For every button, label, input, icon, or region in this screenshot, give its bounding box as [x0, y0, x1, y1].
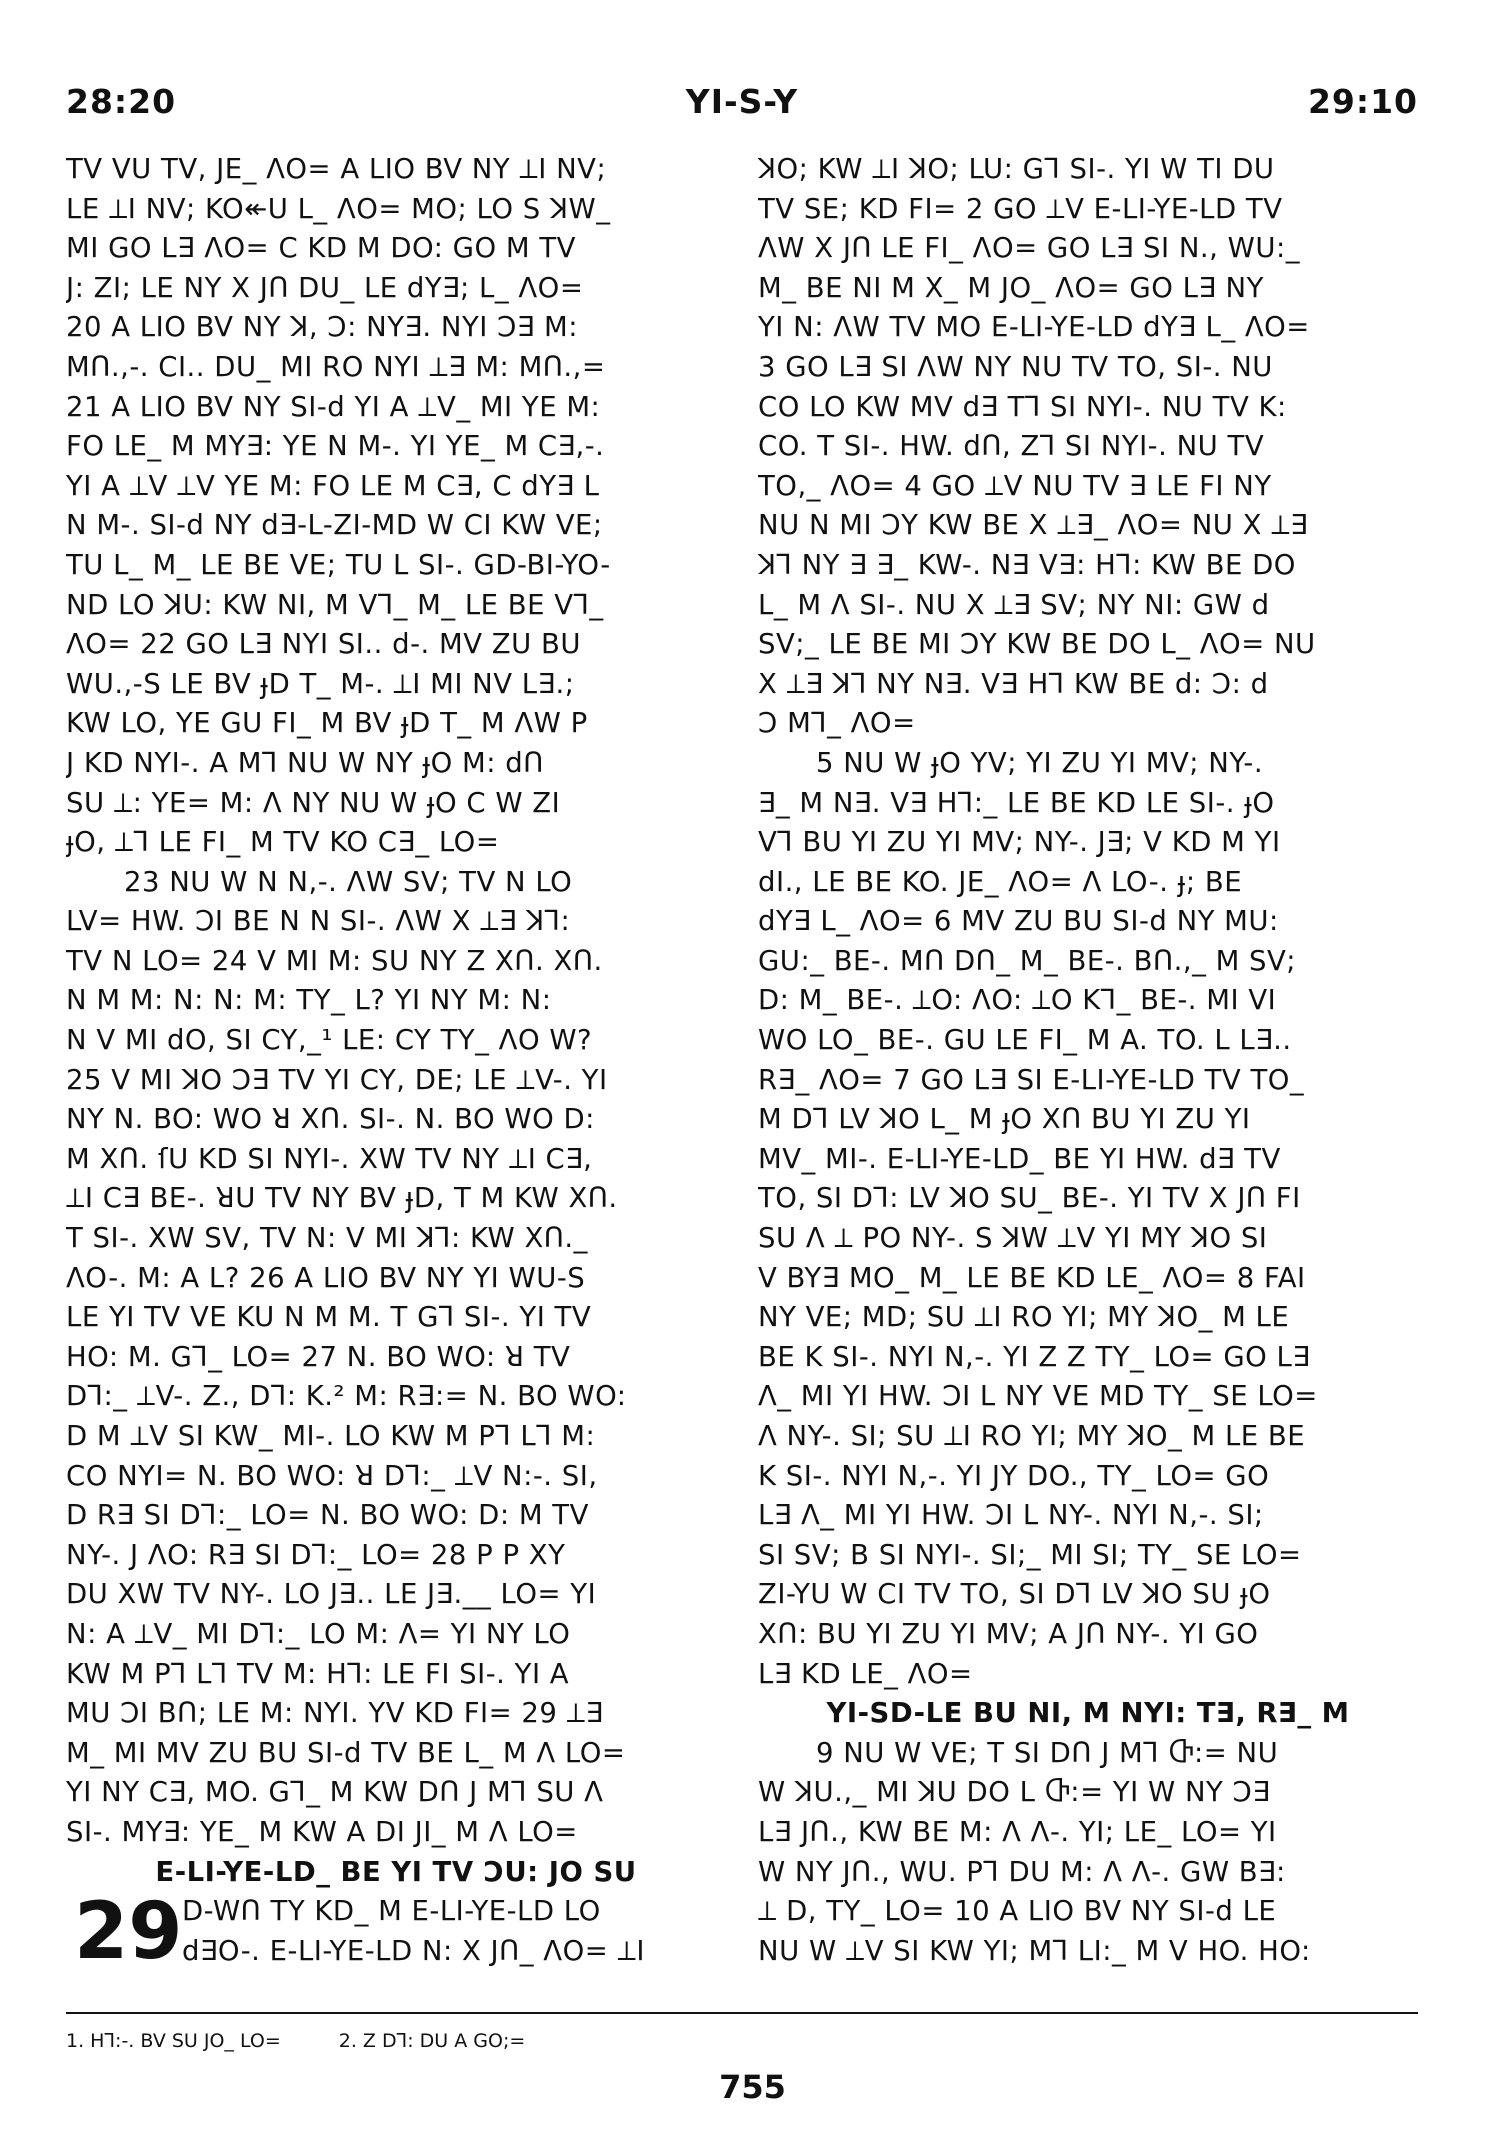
text-line: TV N LO= 24 V MI M: SU NY Z XՈ. XՈ.: [66, 944, 603, 977]
text-line: M XՈ. ſU KD SI NYI-. XW TV NY ⟂I C∃,: [66, 1142, 593, 1175]
right-text-column: [758, 150, 1418, 1971]
text-line: CO NYI= N. BO WO: ꓤ Dꓶ:_ ⟂V N:-. SI,: [66, 1459, 598, 1492]
text-line: XՈ: BU YI ZU YI MV; A JՈ NY-. YI GO: [758, 1617, 1259, 1650]
text-line: ND LO ꓘU: KW NI, M Vꓶ_ M_ LE BE Vꓶ_: [66, 588, 604, 621]
text-line: Ɔ Mꓶ_ ΛO=: [758, 707, 916, 740]
text-line: KW LO, YE GU FI_ M BV ɟD T_ M ΛW P: [66, 707, 588, 740]
text-line: V BY∃ MO_ M_ LE BE KD LE_ ΛO= 8 FAI: [758, 1261, 1306, 1294]
text-line: M_ BE NI M X_ M JO_ ΛO= GO L∃ NY: [758, 271, 1264, 304]
text-line: N V MI dO, SI CY,_¹ LE: CY TY_ ΛO W?: [66, 1024, 593, 1057]
section-heading: YI-SD-LE BU NI, M NYI: T∃, R∃_ M: [826, 1697, 1350, 1730]
left-text-column: [66, 150, 726, 1978]
text-line: 23 NU W N N,-. ΛW SV; TV N LO: [124, 865, 573, 898]
section-heading: E-LI-YE-LD_ BE YI TV ƆU: JO SU: [155, 1855, 637, 1888]
text-line: WO LO_ BE-. GU LE FI_ M A. TO. L L∃..: [758, 1024, 1292, 1057]
text-line: ΛO-. M: A L? 26 A LIO BV NY YI WU-S: [66, 1261, 586, 1294]
text-line: L∃ KD LE_ ΛO=: [758, 1657, 973, 1690]
text-line: M Dꓶ LV ꓘO L_ M ɟO XՈ BU YI ZU YI: [758, 1103, 1251, 1136]
text-line: YI N: ΛW TV MO E-LI-YE-LD dY∃ L_ ΛO=: [758, 311, 1310, 344]
text-line: T SI-. XW SV, TV N: V MI ꓘꓶ: KW XՈ._: [66, 1222, 588, 1255]
text-line: N M-. SI-d NY d∃-L-ZI-MD W CI KW VE;: [66, 509, 603, 542]
text-line: D: M_ BE-. ⟂O: ΛO: ⟂O Kꓶ_ BE-. MI VI: [758, 984, 1277, 1017]
footnotes: [66, 2030, 583, 2052]
text-line: LE ⟂I NV; KO↞U L_ ΛO= MO; LO S ꓘW_: [66, 192, 611, 225]
text-line: D R∃ SI Dꓶ:_ LO= N. BO WO: D: M TV: [66, 1499, 589, 1532]
text-line: R∃_ ΛO= 7 GO L∃ SI E-LI-YE-LD TV TO_: [758, 1063, 1305, 1096]
text-line: DU XW TV NY-. LO J∃.. LE J∃.__ LO= YI: [66, 1578, 597, 1611]
text-line: ZI-YU W CI TV TO, SI Dꓶ LV ꓘO SU ɟO: [758, 1578, 1271, 1611]
text-line: SV;_ LE BE MI ƆY KW BE DO L_ ΛO= NU: [758, 628, 1316, 661]
text-line: L∃ Λ_ MI YI HW. ƆI L NY-. NYI N,-. SI;: [758, 1499, 1264, 1532]
text-line: ꓘꓶ NY ∃ ∃_ KW-. N∃ V∃: Hꓶ: KW BE DO: [758, 548, 1296, 581]
text-line: TO,_ ΛO= 4 GO ⟂V NU TV ∃ LE FI NY: [758, 469, 1272, 502]
text-line: TU L_ M_ LE BE VE; TU L SI-. GD-BI-YO-: [66, 548, 611, 581]
text-line: SU ⟂: YE= M: Λ NY NU W ɟO C W ZI: [66, 786, 561, 819]
text-line: Dꓶ:_ ⟂V-. Z., Dꓶ: K.² M: R∃:= N. BO WO:: [66, 1380, 627, 1413]
text-line: CO. T SI-. HW. dՈ, Zꓶ SI NYI-. NU TV: [758, 430, 1265, 463]
text-line: NU N MI ƆY KW BE X ⟂∃_ ΛO= NU X ⟂∃: [758, 509, 1308, 542]
text-line: FO LE_ M MY∃: YE N M-. YI YE_ M C∃,-.: [66, 430, 605, 463]
text-line: X ⟂∃ ꓘꓶ NY N∃. V∃ Hꓶ KW BE d: Ɔ: d: [758, 667, 1269, 700]
text-line: TO, SI Dꓶ: LV ꓘO SU_ BE-. YI TV X JՈ FI: [758, 1182, 1301, 1215]
text-line: L∃ JՈ., KW BE M: Λ Λ-. YI; LE_ LO= YI: [758, 1815, 1277, 1848]
text-line: J KD NYI-. A Mꓶ NU W NY ɟO M: dՈ: [66, 746, 544, 779]
text-line: 9 NU W VE; T SI DՈ J Mꓶ Ⴇ:= NU: [816, 1736, 1279, 1769]
text-line: Λ NY-. SI; SU ⟂I RO YI; MY ꓘO_ M LE BE: [758, 1420, 1306, 1452]
text-line: d∃O-. E-LI-YE-LD N: X JՈ_ ΛO= ⟂I: [182, 1934, 645, 1967]
text-line: Vꓶ BU YI ZU YI MV; NY-. J∃; V KD M YI: [758, 826, 1281, 859]
text-line: ΛO= 22 GO L∃ NYI SI.. d-. MV ZU BU: [66, 628, 581, 661]
text-line: dY∃ L_ ΛO= 6 MV ZU BU SI-d NY MU:: [758, 905, 1279, 938]
text-line: L_ M Λ SI-. NU X ⟂∃ SV; NY NI: GW d: [758, 588, 1270, 621]
text-line: LV= HW. ƆI BE N N SI-. ΛW X ⟂∃ ꓘꓶ:: [66, 905, 571, 938]
footnote: 2. Z Dꓶ: DU A GO;=: [338, 2030, 526, 2052]
text-line: SU Λ ⟂ PO NY-. S ꓘW ⟂V YI MY ꓘO SI: [758, 1222, 1268, 1255]
text-line: MI GO L∃ ΛO= C KD M DO: GO M TV: [66, 232, 576, 265]
footnote-rule: [66, 2012, 1418, 2014]
text-line: NY N. BO: WO ꓤ XՈ. SI-. N. BO WO D:: [66, 1103, 595, 1136]
page-number: 755: [719, 2068, 786, 2106]
text-line: 20 A LIO BV NY ꓘ, Ɔ: NY∃. NYI Ɔ∃ M:: [66, 311, 579, 344]
text-line: YI NY C∃, MO. Gꓶ_ M KW DՈ J Mꓶ SU Λ: [66, 1776, 604, 1809]
header-right-reference: 29:10: [1307, 82, 1418, 121]
text-line: YI A ⟂V ⟂V YE M: FO LE M C∃, C dY∃ L: [66, 469, 600, 502]
text-line: ∃_ M N∃. V∃ Hꓶ:_ LE BE KD LE SI-. ɟO: [758, 786, 1275, 819]
text-line: ꓘO; KW ⟂I ꓘO; LU: Gꓶ SI-. YI W TI DU: [758, 153, 1275, 185]
text-line: D M ⟂V SI KW_ MI-. LO KW M Pꓶ Lꓶ M:: [66, 1420, 596, 1452]
text-line: TV VU TV, JE_ ΛO= A LIO BV NY ⟂I NV;: [66, 153, 607, 185]
text-line: M_ MI MV ZU BU SI-d TV BE L_ M Λ LO=: [66, 1736, 626, 1769]
text-line: SI SV; B SI NYI-. SI;_ MI SI; TY_ SE LO=: [758, 1538, 1302, 1571]
text-line: W NY JՈ., WU. Pꓶ DU M: Λ Λ-. GW B∃:: [758, 1855, 1286, 1888]
text-line: SI-. MY∃: YE_ M KW A DI JI_ M Λ LO=: [66, 1815, 578, 1848]
text-line: GU:_ BE-. MՈ DՈ_ M_ BE-. BՈ.,_ M SV;: [758, 944, 1297, 977]
text-line: ɟO, ⟂ꓶ LE FI_ M TV KO C∃_ LO=: [66, 826, 500, 859]
text-line: N M M: N: N: M: TY_ L? YI NY M: N:: [66, 984, 552, 1017]
text-line: LE YI TV VE KU N M M. T Gꓶ SI-. YI TV: [66, 1301, 592, 1334]
footnote: 1. Hꓶ:-. BV SU JO_ LO=: [66, 2030, 281, 2052]
text-line: ΛW X JՈ LE FI_ ΛO= GO L∃ SI N., WU:_: [758, 232, 1300, 265]
chapter-start: [66, 1887, 726, 1978]
running-header: [66, 82, 1418, 132]
header-left-reference: 28:20: [66, 82, 177, 121]
text-line: N: A ⟂V_ MI Dꓶ:_ LO M: Λ= YI NY LO: [66, 1617, 571, 1650]
text-line: MV_ MI-. E-LI-YE-LD_ BE YI HW. d∃ TV: [758, 1142, 1281, 1175]
text-line: J: ZI; LE NY X JՈ DU_ LE dY∃; L_ ΛO=: [66, 271, 584, 304]
text-line: BE K SI-. NYI N,-. YI Z Z TY_ LO= GO L∃: [758, 1340, 1311, 1373]
text-line: ⟂ D, TY_ LO= 10 A LIO BV NY SI-d LE: [758, 1895, 1277, 1928]
text-line: KW M Pꓶ Lꓶ TV M: Hꓶ: LE FI SI-. YI A: [66, 1657, 570, 1690]
text-line: ⟂I C∃ BE-. ꓤU TV NY BV ɟD, T M KW XՈ.: [66, 1182, 618, 1215]
text-line: 21 A LIO BV NY SI-d YI A ⟂V_ MI YE M:: [66, 390, 601, 423]
text-line: WU.,-S LE BV ɟD T_ M-. ⟂I MI NV L∃.;: [66, 667, 575, 700]
text-line: MՈ.,-. CI.. DU_ MI RO NYI ⟂∃ M: MՈ.,=: [66, 350, 606, 383]
text-line: 5 NU W ɟO YV; YI ZU YI MV; NY-.: [816, 746, 1264, 779]
text-line: D-WՈ TY KD_ M E-LI-YE-LD LO: [182, 1895, 601, 1928]
text-line: dI., LE BE KO. JE_ ΛO= Λ LO-. ɟ; BE: [758, 865, 1243, 898]
text-line: W ꓘU.,_ MI ꓘU DO L Ⴇ:= YI W NY Ɔ∃: [758, 1776, 1271, 1809]
text-line: TV SE; KD FI= 2 GO ⟂V E-LI-YE-LD TV: [758, 192, 1283, 225]
text-line: NY-. J ΛO: R∃ SI Dꓶ:_ LO= 28 P P XY: [66, 1538, 566, 1571]
text-line: NU W ⟂V SI KW YI; Mꓶ LI:_ M V HO. HO:: [758, 1934, 1311, 1967]
text-line: 3 GO L∃ SI ΛW NY NU TV TO, SI-. NU: [758, 350, 1273, 383]
text-line: MU ƆI BՈ; LE M: NYI. YV KD FI= 29 ⟂∃: [66, 1697, 604, 1730]
chapter-number: 29: [74, 1887, 183, 1978]
header-book-title: YI-S-Y: [685, 82, 799, 121]
text-line: NY VE; MD; SU ⟂I RO YI; MY ꓘO_ M LE: [758, 1301, 1290, 1334]
text-line: 25 V MI ꓘO Ɔ∃ TV YI CY, DE; LE ⟂V-. YI: [66, 1063, 608, 1096]
text-line: CO LO KW MV d∃ Tꓶ SI NYI-. NU TV K:: [758, 390, 1287, 423]
text-line: Λ_ MI YI HW. ƆI L NY VE MD TY_ SE LO=: [758, 1380, 1318, 1413]
text-line: HO: M. Gꓶ_ LO= 27 N. BO WO: ꓤ TV: [66, 1340, 571, 1373]
text-line: K SI-. NYI N,-. YI JY DO., TY_ LO= GO: [758, 1459, 1270, 1492]
